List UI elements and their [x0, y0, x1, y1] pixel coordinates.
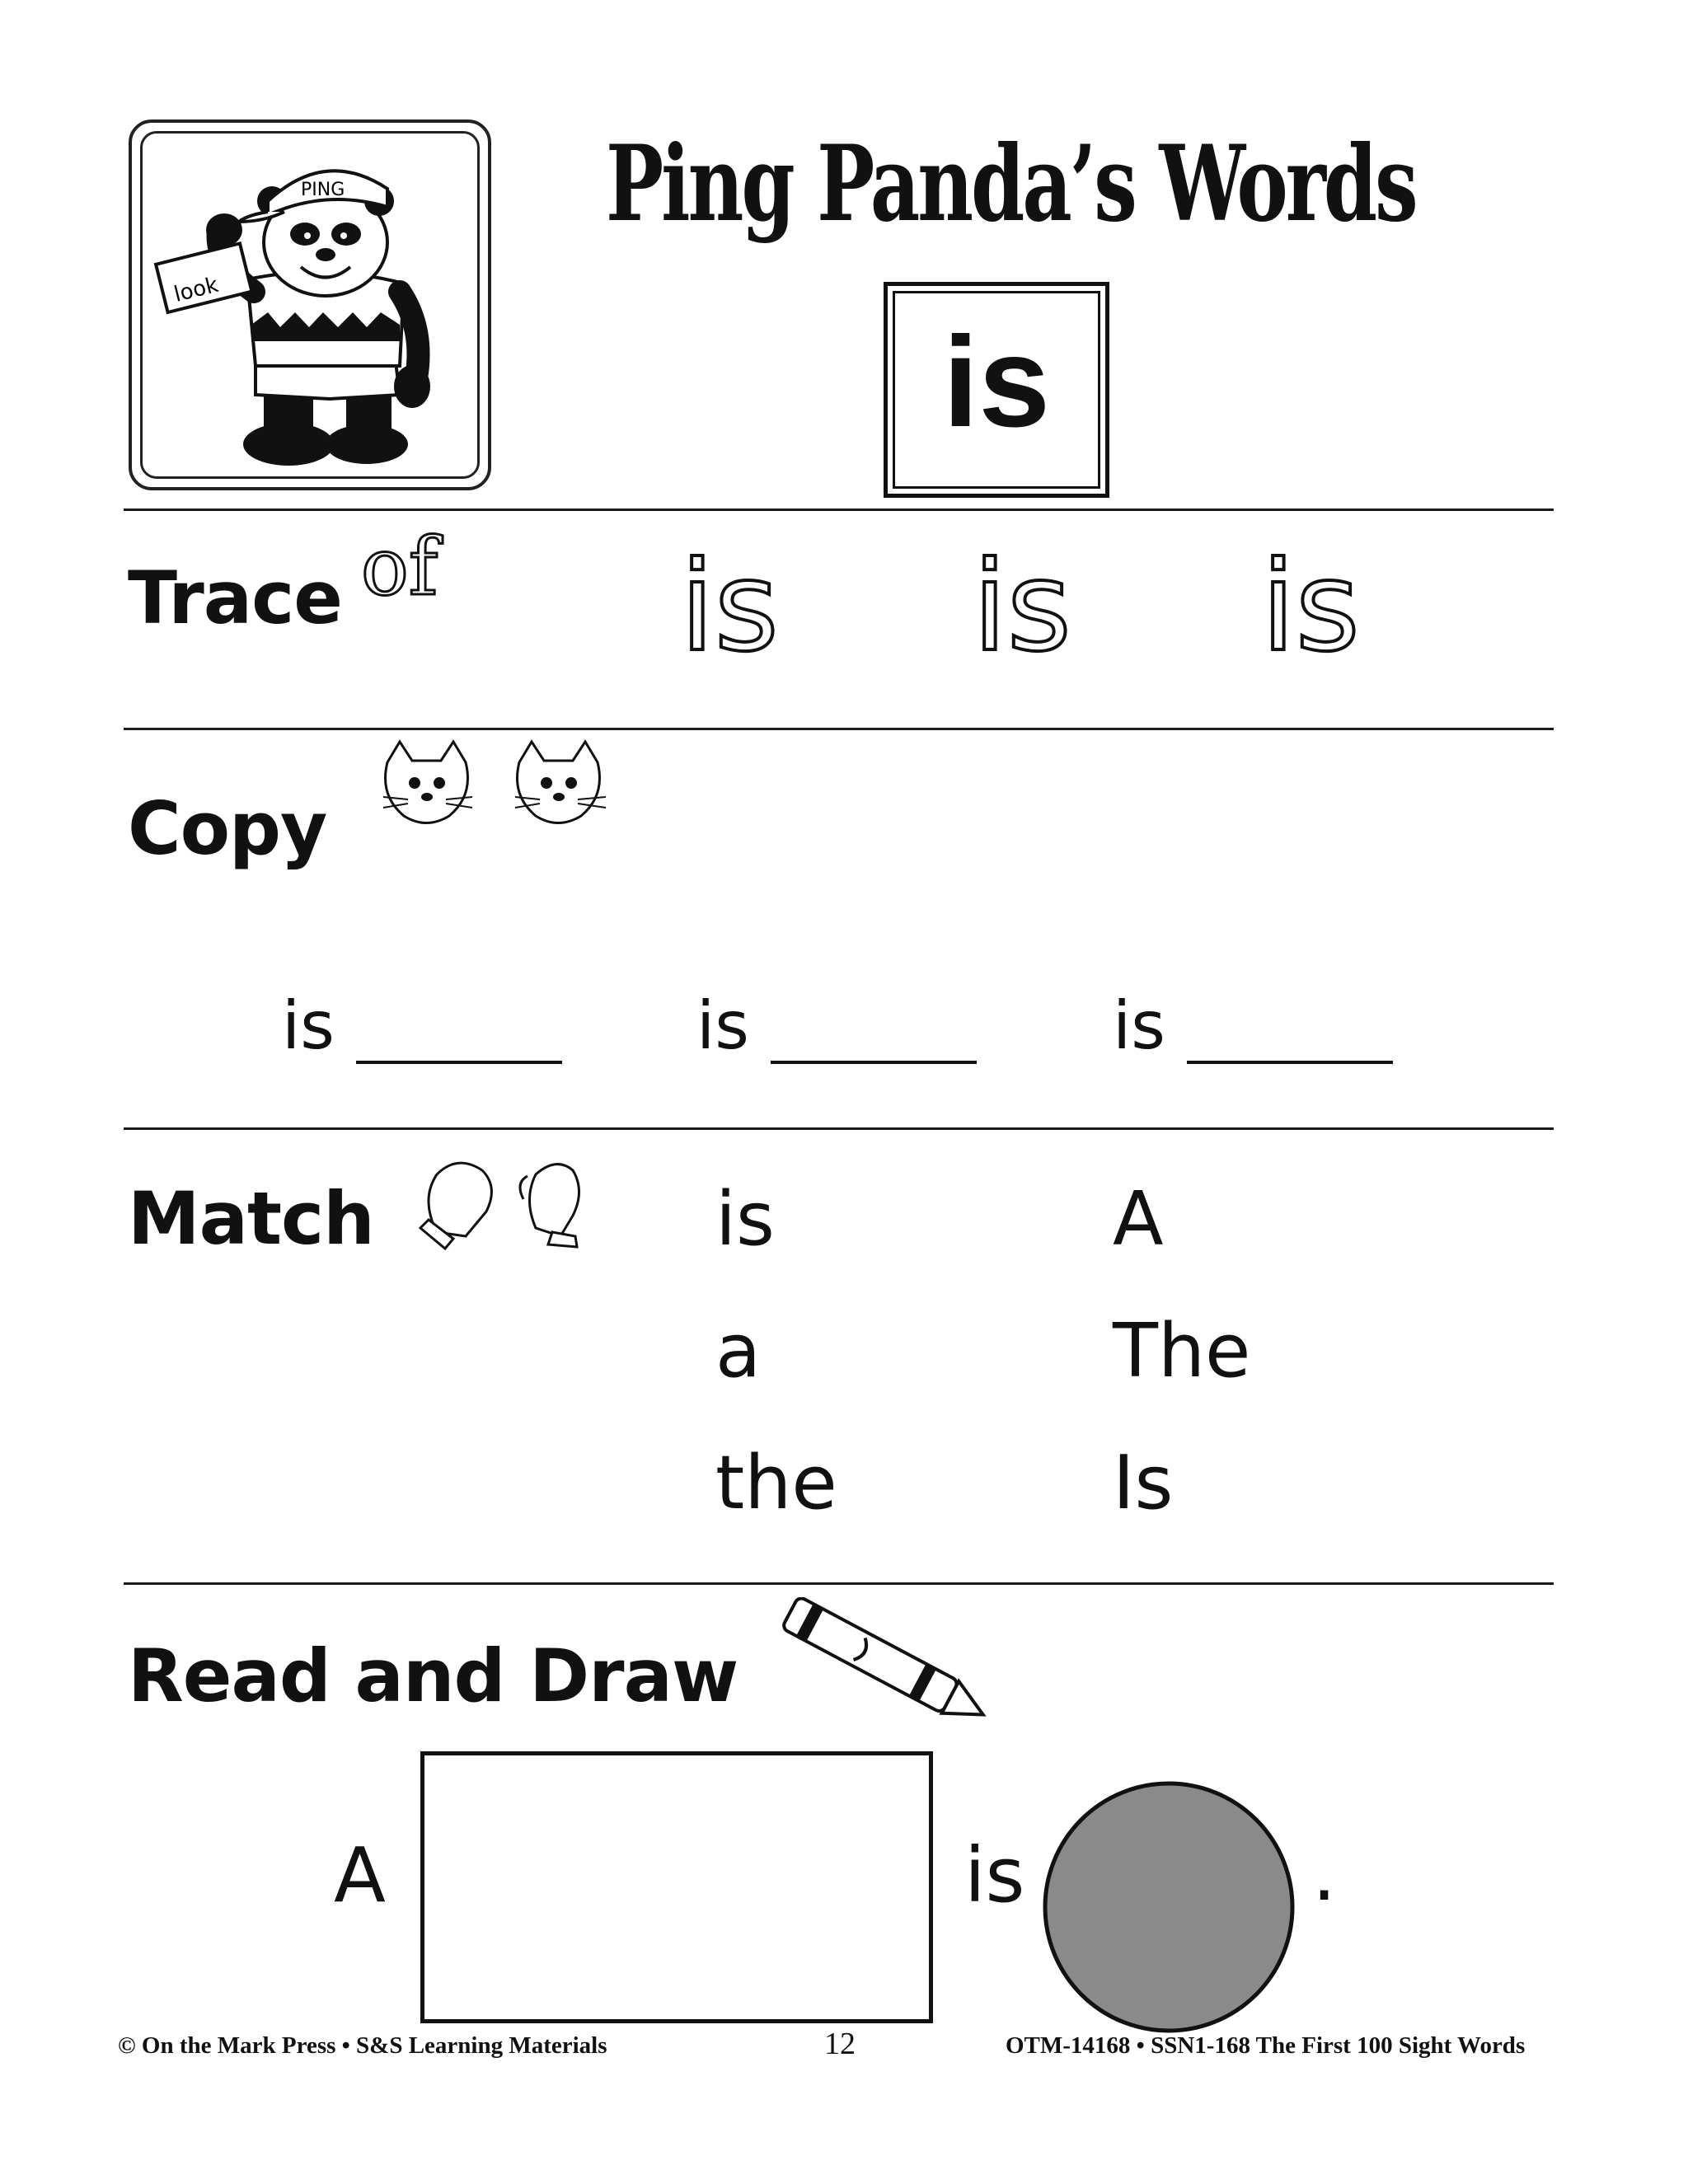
crayon-icon — [758, 1597, 1010, 1721]
trace-word-3[interactable]: is — [1261, 536, 1360, 679]
divider-1 — [124, 509, 1554, 511]
mittens-icon — [404, 1150, 610, 1253]
panda-mascot-illustration — [148, 139, 478, 477]
footer-copyright: © On the Mark Press • S&S Learning Materials — [118, 2032, 607, 2059]
match-left-2[interactable]: a — [715, 1308, 762, 1394]
divider-2 — [124, 728, 1554, 730]
card-word: look — [171, 272, 221, 307]
copy-blank-2[interactable] — [771, 1061, 977, 1064]
divider-3 — [124, 1127, 1554, 1130]
copy-word-2: is — [696, 987, 749, 1064]
divider-4 — [124, 1582, 1554, 1585]
trace-label: Trace — [128, 555, 342, 640]
match-left-3[interactable]: the — [715, 1440, 837, 1526]
gray-circle-shape — [1040, 1779, 1297, 2036]
read-and-draw-label: Read and Draw — [128, 1633, 738, 1718]
sight-word: is — [942, 311, 1051, 454]
page-number: 12 — [824, 2027, 856, 2061]
mascot-frame — [129, 120, 491, 490]
sentence-middle-word: is — [964, 1831, 1025, 1919]
trace-word-1[interactable]: is — [680, 536, 779, 679]
match-right-1[interactable]: A — [1113, 1176, 1164, 1263]
sentence-start-word: A — [334, 1831, 386, 1919]
copy-blank-1[interactable] — [356, 1061, 562, 1064]
footer-book-code: OTM-14168 • SSN1-168 The First 100 Sight Words — [1006, 2032, 1526, 2059]
copy-label: Copy — [128, 786, 327, 871]
trace-example-icon: of — [361, 521, 438, 613]
sight-word-box — [884, 282, 1109, 498]
match-right-2[interactable]: The — [1113, 1308, 1251, 1394]
page-title: Ping Panda’s Words — [606, 123, 1416, 245]
drawing-box[interactable] — [420, 1751, 933, 2023]
match-label: Match — [128, 1176, 374, 1261]
match-left-1[interactable]: is — [715, 1176, 775, 1263]
cap-text: PING — [301, 180, 345, 200]
copy-word-1: is — [282, 987, 335, 1064]
two-cats-icon — [367, 738, 631, 841]
copy-blank-3[interactable] — [1187, 1061, 1393, 1064]
trace-word-2[interactable]: is — [973, 536, 1071, 679]
sentence-end-period: . — [1312, 1830, 1337, 1918]
copy-word-3: is — [1113, 987, 1165, 1064]
match-right-3[interactable]: Is — [1113, 1440, 1174, 1526]
